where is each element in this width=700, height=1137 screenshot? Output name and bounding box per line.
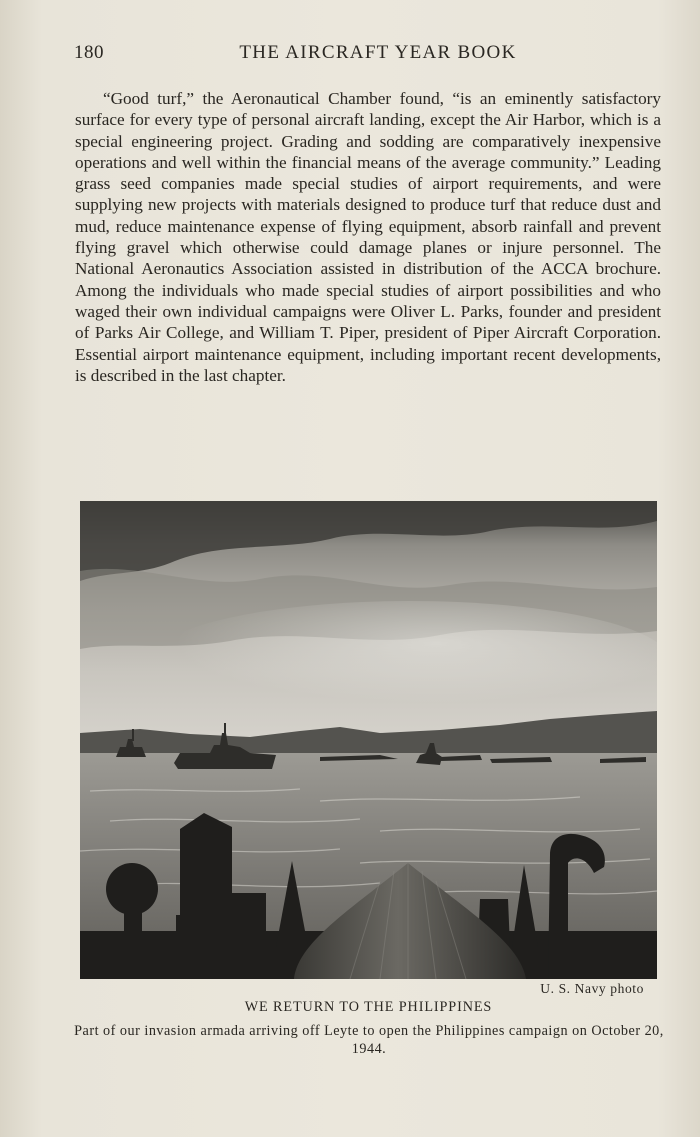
photo-credit: U. S. Navy photo [540, 981, 644, 996]
navy-armada-photo [80, 501, 657, 979]
page-header [74, 40, 662, 68]
running-head: THE AIRCRAFT YEAR BOOK [239, 42, 517, 63]
figure-caption: Part of our invasion armada arriving off Leyte to open the Philippines campaign on October 20, 1944. [74, 1023, 664, 1057]
cloud-light [150, 601, 657, 721]
body-paragraph: “Good turf,” the Aeronautical Chamber found, “is an eminently satisfactory surface for every type of personal aircraft landing, except the Air Harbor, which is a special engineering project. Grading and sodding are comparatively inexpensive operations and well within the financial means of the average community.” Leading grass seed companies made special studies of airport requirements, and were supplying new projects with materials designed to produce turf that reduce dust and mud, reduce maintenance expense of flying equipment, absorb rainfall and prevent flying gravel which otherwise could damage planes or injure personnel. The National Aeronautics Association assisted in distribution of the ACCA brochure. Among the individuals who made special studies of airport possibilities and who waged their own individual campaigns were Oliver L. Parks, founder and president of Parks Air College, and William T. Piper, president of Piper Aircraft Corporation. Essential airport maintenance equipment, including important recent developments, is described in the last chapter. [75, 89, 661, 385]
page-number: 180 [74, 42, 104, 63]
figure-title: WE RETURN TO THE PHILIPPINES [244, 999, 493, 1015]
